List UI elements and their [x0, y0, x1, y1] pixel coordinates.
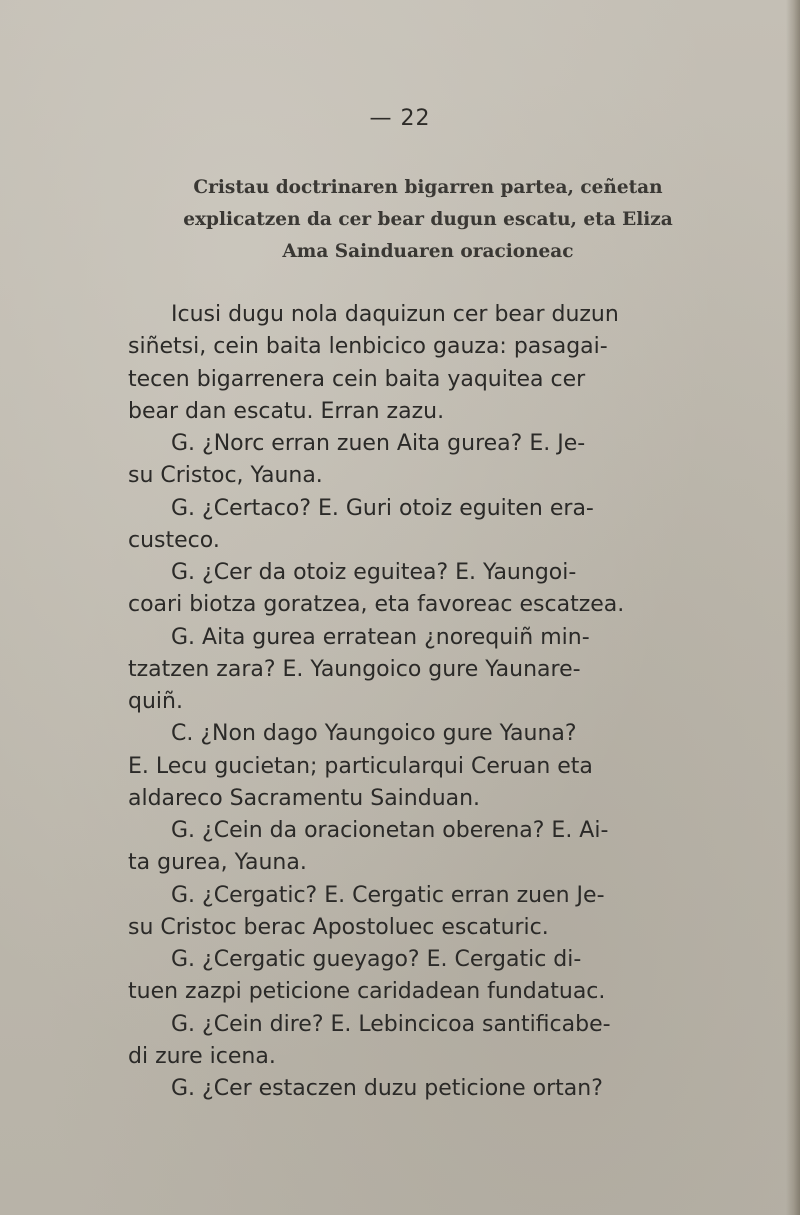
text-line: su Cristoc berac Apostoluec escaturic. [128, 914, 549, 940]
page-edge-shadow [786, 0, 800, 1215]
text-line: ta gurea, Yauna. [128, 850, 307, 876]
text-line: tecen bigarrenera cein baita yaquitea cer [128, 366, 586, 392]
page-number: — 22 [369, 106, 431, 131]
heading-line: explicatzen da cer bear dugun escatu, eta Eliza [183, 209, 673, 230]
text-line: coari biotza goratzea, eta favoreac escatzea. [128, 592, 625, 618]
text-line: G. ¿Cer estaczen duzu peticione ortan? [171, 1076, 603, 1101]
text-line: siñetsi, cein baita lenbicico gauza: pasagai- [128, 334, 608, 360]
text-line: bear dan escatu. Erran zazu. [128, 398, 445, 424]
text-line: E. Lecu gucietan; particularqui Ceruan eta [128, 753, 593, 779]
text-line: G. ¿Cergatic? E. Cergatic erran zuen Je- [171, 882, 605, 908]
text-line: C. ¿Non dago Yaungoico gure Yauna? [171, 721, 577, 747]
text-line: G. ¿Certaco? E. Guri otoiz eguiten era- [171, 495, 594, 521]
text-line: su Cristoc, Yauna. [128, 463, 323, 489]
text-line: custeco. [128, 527, 220, 553]
body-text [128, 299, 728, 1105]
text-line: G. ¿Cergatic gueyago? E. Cergatic di- [171, 947, 582, 972]
text-line: di zure icena. [128, 1043, 276, 1069]
text-line: G. ¿Norc erran zuen Aita gurea? E. Je- [171, 431, 586, 456]
chapter-heading [128, 172, 728, 268]
text-line: G. ¿Cer da otoiz eguitea? E. Yaungoi- [171, 560, 577, 585]
text-line: G. ¿Cein dire? E. Lebincicoa santificabe- [171, 1011, 611, 1037]
text-line: tuen zazpi peticione caridadean fundatuac. [128, 979, 606, 1005]
text-line: tzatzen zara? E. Yaungoico gure Yaunare- [128, 656, 581, 682]
heading-line: Cristau doctrinaren bigarren partea, ceñetan [193, 177, 663, 198]
text-line: aldareco Sacramentu Sainduan. [128, 785, 481, 811]
heading-line: Ama Sainduaren oracioneac [282, 241, 574, 262]
text-line: G. ¿Cein da oracionetan oberena? E. Ai- [171, 818, 609, 843]
text-line: Icusi dugu nola daquizun cer bear duzun [171, 302, 619, 327]
text-line: quiñ. [128, 689, 183, 714]
text-line: G. Aita gurea erratean ¿norequiñ min- [171, 624, 590, 650]
